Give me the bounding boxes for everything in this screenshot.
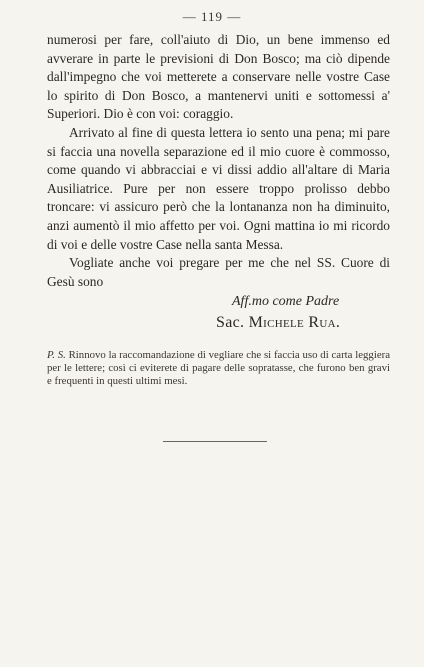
signature-prefix: Sac. [216, 314, 245, 331]
signature [216, 314, 340, 332]
postscript [47, 349, 390, 389]
divider-rule [163, 441, 267, 442]
postscript-text: Rinnovo la raccomandazione di vegliare che si faccia uso di carta leggiera per le lettere; così ci eviterete di pagare delle sopratasse, che furono ben gravi e frequenti in questi ultimi mesi. [47, 349, 391, 388]
paragraph-1: numerosi per fare, coll'aiuto di Dio, un bene immenso ed avverare in parte le previsioni di Don Bosco; ma ciò dipende dall'impegno che voi metterete a conservare nelle vostre Case lo spirito di Don Bosco, a mantenervi uniti e sottomessi a' Superiori. Dio è con voi: coraggio. [47, 32, 390, 122]
signature-name: Michele Rua. [248, 314, 341, 331]
closing-salutation: Aff.mo come Padre [232, 294, 340, 309]
page-number: — 119 — [182, 9, 242, 24]
paragraph-2: Arrivato al fine di questa lettera io sento una pena; mi pare si faccia una novella separazione ed il mio cuore è commosso, come quando vi abbracciai e vi dissi addio all'altare di Maria Ausiliatrice. Pure per non essere troppo prolisso debbo troncare: vi assicuro però che la lontananza non ha diminuito, anzi aumentò il mio affetto per voi. Ogni mattina io mi ricordo di voi e delle vostre Case nella santa Messa. [47, 124, 390, 252]
postscript-label: P. S. [47, 349, 66, 361]
paragraph-3: Vogliate anche voi pregare per me che nel SS. Cuore di Gesù sono [47, 255, 390, 289]
letter-body [47, 31, 390, 291]
